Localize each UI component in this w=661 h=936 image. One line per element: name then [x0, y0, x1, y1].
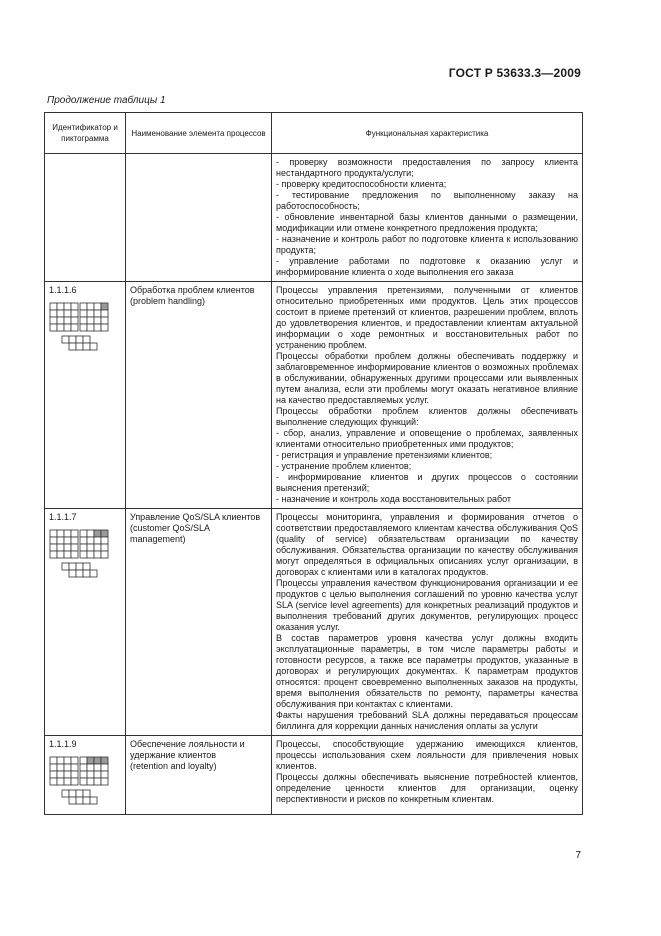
description-paragraph: Процессы, способствующие удержанию имеющихся клиентов, процессы использования схем лояльности для привлечения новых клиентов.	[276, 739, 578, 771]
functional-description-cell	[272, 509, 583, 736]
process-pictogram-icon	[49, 529, 111, 581]
pictogram	[49, 529, 121, 584]
process-identifier: 1.1.1.9	[49, 739, 77, 749]
column-header: Наименование элемента процессов	[126, 113, 272, 154]
pictogram	[49, 302, 121, 357]
functional-description-cell	[272, 736, 583, 815]
description-paragraph: - сбор, анализ, управление и оповещение о проблемах, заявленных клиентами относительно приобретенных ими продуктов;	[276, 428, 578, 449]
description-paragraph: Процессы управления качеством функционирования организации и ее продуктов с целью выполнения соглашений по уровню качества услуг SLA (service level agreements) для конкретных реализаций продуктов и выполнения требований других документов, регулирующих процесс оказания услуг.	[276, 578, 578, 632]
column-header: Функциональная характеристика	[272, 113, 583, 154]
process-pictogram-icon	[49, 302, 111, 354]
table-header-row	[45, 113, 583, 154]
process-name: Обработка проблем клиентов (problem handling)	[130, 285, 255, 306]
description-paragraph: В состав параметров уровня качества услуг должны входить эксплуатационные параметры, в том числе параметры работы и готовности ресурсов, а также все параметры продуктов, указанные в договорах и регулирующих документах. К параметрам продуктов относятся: процент своевременно выполненных заказов на продукты, время выполнения обязательств по ремонту, параметры качества обслуживания при контактах с клиентами.	[276, 633, 578, 709]
identifier-cell	[45, 509, 126, 736]
process-name-cell	[126, 509, 272, 736]
page-number: 7	[575, 850, 581, 861]
description-paragraph: Процессы обработки проблем клиентов должны обеспечивать выполнение следующих функций:	[276, 406, 578, 427]
description-paragraph: Процессы должны обеспечивать выяснение потребностей клиентов, определение ценности клиентов для организации, оценку перспективности и рисков по конкретным клиентам.	[276, 772, 578, 804]
description-paragraph: Процессы мониторинга, управления и формирования отчетов о соответствии предоставляемого клиентам качества обслуживания QoS (quality of service) обязательствам организации по качеству обслуживания. Обязательства организации по качеству обслуживания могут определяться в официальных описаниях услуг организации, в договорах с клиентами или в каталогах продуктов.	[276, 512, 578, 577]
functional-description-cell	[272, 282, 583, 509]
table-row	[45, 736, 583, 815]
description-paragraph: - проверку кредитоспособности клиента;	[276, 179, 447, 189]
process-table	[44, 112, 583, 815]
process-identifier: 1.1.1.7	[49, 512, 77, 522]
description-paragraph: - назначение и контроль хода восстановительных работ	[276, 494, 512, 504]
description-paragraph: - обновление инвентарной базы клиентов данными о размещении, модификации или отмене конкретного предложения продукта;	[276, 212, 578, 233]
table-caption: Продолжение таблицы 1	[47, 95, 166, 106]
description-paragraph: Процессы обработки проблем должны обеспечивать поддержку и заблаговременное информирование клиентов о возможных проблемах в обслуживании, обнаруженных другими процессами или выявленных путем анализа, если эти проблемы могут оказать негативное влияние на качество предоставляемых услуг.	[276, 351, 578, 405]
table-row	[45, 509, 583, 736]
identifier-cell	[45, 154, 126, 282]
column-header: Идентификатор и пиктограмма	[45, 113, 126, 154]
description-paragraph: - устранение проблем клиентов;	[276, 461, 412, 471]
identifier-cell	[45, 736, 126, 815]
process-pictogram-icon	[49, 756, 111, 808]
process-name: Управление QoS/SLA клиентов (customer QoS/SLA management)	[130, 512, 261, 544]
document-header: ГОСТ Р 53633.3—2009	[448, 66, 581, 80]
description-paragraph: - назначение и контроль работ по подготовке клиента к использованию продукта;	[276, 234, 578, 255]
description-paragraph: Процессы управления претензиями, полученными от клиентов относительно приобретенных ими продуктов. Цель этих процессов состоит в приеме претензий от клиентов, разрешении проблем, вплоть до удовлетворения клиентов, и предоставлении клиентам актуальной информации о ходе ремонтных и восстановительных работ по устранению проблем.	[276, 285, 578, 350]
functional-description-cell	[272, 154, 583, 282]
process-identifier: 1.1.1.6	[49, 285, 77, 295]
process-name-cell	[126, 282, 272, 509]
identifier-cell	[45, 282, 126, 509]
description-paragraph: - проверку возможности предоставления по запросу клиента нестандартного продукта/услуги;	[276, 157, 578, 178]
description-paragraph: Факты нарушения требований SLA должны передаваться процессам биллинга для коррекции данных начисления оплаты за услуги	[276, 710, 578, 731]
process-name-cell	[126, 154, 272, 282]
description-paragraph: - управление работами по подготовке к оказанию услуг и информирование клиента о ходе выполнения его заказа	[276, 256, 578, 277]
description-paragraph: - регистрация и управление претензиями клиентов;	[276, 450, 493, 460]
process-name: Обеспечение лояльности и удержание клиентов (retention and loyalty)	[130, 739, 245, 771]
table-row	[45, 282, 583, 509]
process-name-cell	[126, 736, 272, 815]
table-row	[45, 154, 583, 282]
description-paragraph: - информирование клиентов и других процессов о состоянии выяснения претензий;	[276, 472, 578, 493]
description-paragraph: - тестирование предложения по выполненному заказу на работоспособность;	[276, 190, 578, 211]
pictogram	[49, 756, 121, 811]
